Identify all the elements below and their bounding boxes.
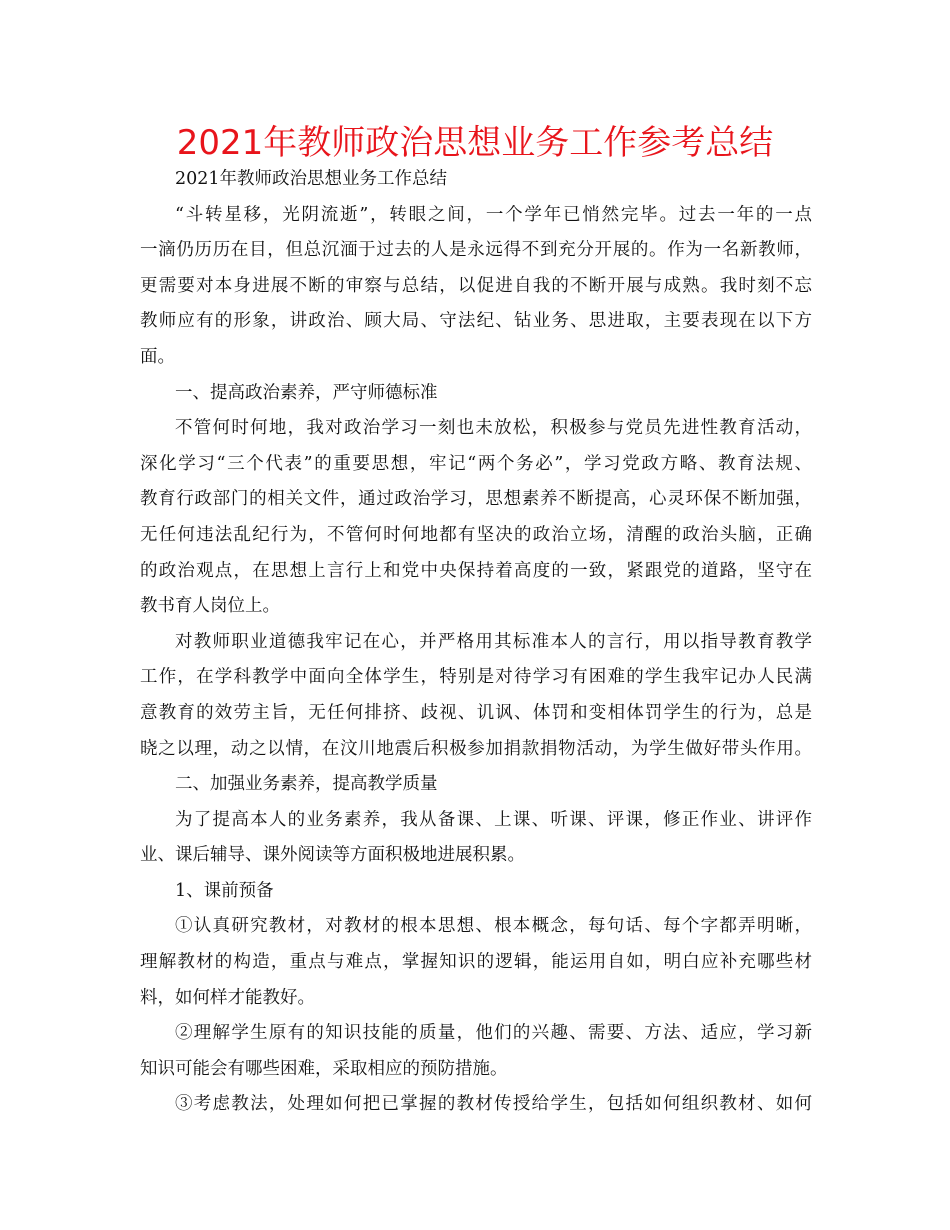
text-line: 更需要对本身进展不断的审察与总结，以促进自我的不断开展与成熟。我时刻不忘 — [140, 275, 812, 296]
text-line: 对教师职业道德我牢记在心，并严格用其标准本人的言行，用以指导教育教学 — [175, 631, 812, 652]
text-line: 一、提高政治素养，严守师德标准 — [175, 382, 438, 403]
text-line: 业、课后辅导、课外阅读等方面积极地进展积累。 — [140, 845, 525, 866]
text-line: 意教育的效劳主旨，无任何排挤、歧视、讥讽、体罚和变相体罚学生的行为，总是 — [140, 702, 812, 723]
text-line: 料，如何样才能教好。 — [140, 987, 315, 1008]
text-line: 知识可能会有哪些困难，采取相应的预防措施。 — [140, 1058, 508, 1079]
text-line: ②理解学生原有的知识技能的质量，他们的兴趣、需要、方法、适应，学习新 — [175, 1023, 812, 1044]
text-line: 二、加强业务素养，提高教学质量 — [175, 774, 438, 795]
text-line: ①认真研究教材，对教材的根本思想、根本概念，每句话、每个字都弄明晰， — [175, 916, 812, 937]
text-line: 无任何违法乱纪行为，不管何时何地都有坚决的政治立场，清醒的政治头脑，正确 — [140, 524, 812, 545]
text-line: 教师应有的形象，讲政治、顾大局、守法纪、钻业务、思进取，主要表现在以下方 — [140, 311, 812, 332]
text-line: 为了提高本人的业务素养，我从备课、上课、听课、评课，修正作业、讲评作 — [175, 809, 812, 830]
text-line: 工作，在学科教学中面向全体学生，特别是对待学习有困难的学生我牢记办人民满 — [140, 667, 812, 688]
text-line: 晓之以理，动之以情，在汶川地震后积极参加捐款捐物活动，为学生做好带头作用。 — [140, 738, 812, 759]
text-line: 教书育人岗位上。 — [140, 596, 280, 617]
text-line: 教育行政部门的相关文件，通过政治学习，思想素养不断提高，心灵环保不断加强， — [140, 489, 812, 510]
text-line: 的政治观点，在思想上言行上和党中央保持着高度的一致，紧跟党的道路，坚守在 — [140, 560, 812, 581]
text-line: 1、课前预备 — [175, 880, 274, 901]
text-line: “斗转星移，光阴流逝”，转眼之间，一个学年已悄然完毕。过去一年的一点 — [175, 204, 812, 225]
text-line: 理解教材的构造，重点与难点，掌握知识的逻辑，能运用自如，明白应补充哪些材 — [140, 952, 812, 973]
text-line: 不管何时何地，我对政治学习一刻也未放松，积极参与党员先进性教育活动， — [175, 418, 812, 439]
document-body — [140, 162, 812, 1123]
text-line: 面。 — [140, 346, 175, 367]
text-line: 一滴仍历历在目，但总沉湎于过去的人是永远得不到充分开展的。作为一名新教师， — [140, 240, 812, 261]
text-line: ③考虑教法，处理如何把已掌握的教材传授给学生，包括如何组织教材、如何 — [175, 1094, 812, 1115]
document-title: 2021年教师政治思想业务工作参考总结 — [176, 123, 774, 163]
text-line: 深化学习“三个代表”的重要思想，牢记“两个务必”，学习党政方略、教育法规、 — [140, 453, 812, 474]
text-line: 2021年教师政治思想业务工作总结 — [175, 169, 448, 189]
